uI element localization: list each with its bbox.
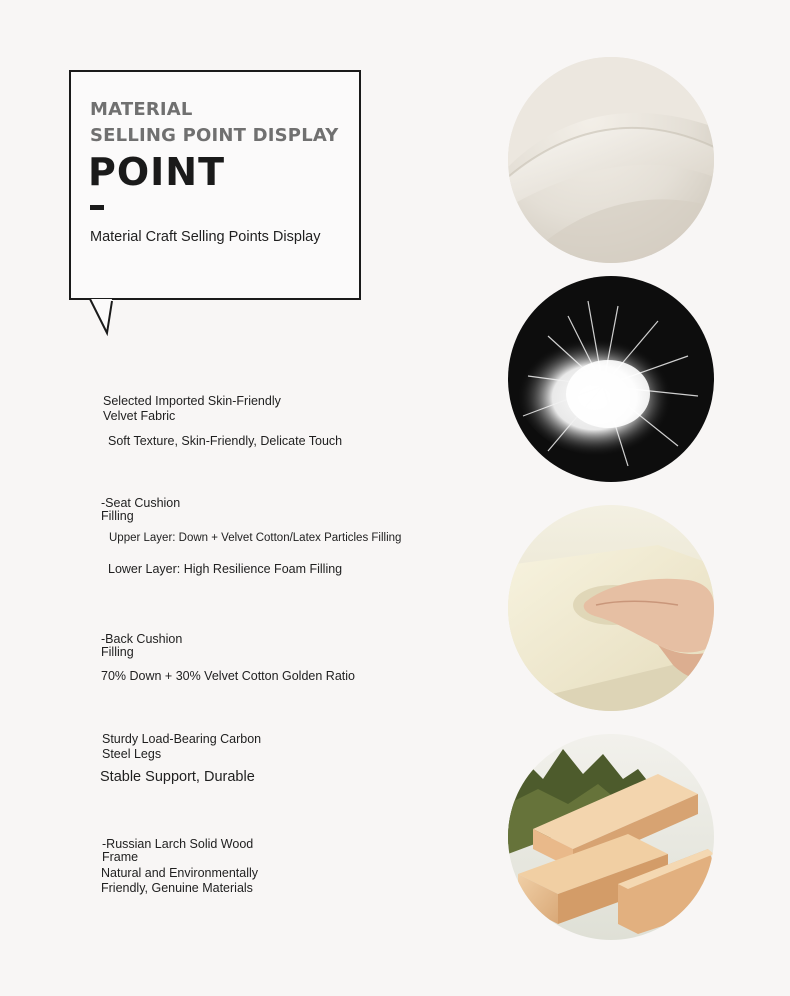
- callout-tail: [88, 299, 128, 339]
- down-feather-illustration: [508, 276, 714, 482]
- feature-larch-frame-title: -Russian Larch Solid Wood Frame: [102, 837, 254, 864]
- feature-back-cushion-title: -Back Cushion Filling: [101, 632, 183, 659]
- foam-hand-illustration: [508, 505, 714, 711]
- feature-velvet-detail: Soft Texture, Skin-Friendly, Delicate Touch: [108, 434, 343, 448]
- feature-steel-legs-title: Sturdy Load-Bearing Carbon Steel Legs: [102, 732, 262, 761]
- feature-seat-upper-layer: Upper Layer: Down + Velvet Cotton/Latex Particles Filling: [109, 532, 402, 544]
- callout-box: [69, 70, 361, 300]
- feature-seat-cushion-title: -Seat Cushion Filling: [101, 496, 181, 523]
- foam-hand-photo: [508, 505, 714, 711]
- feature-steel-legs-detail: Stable Support, Durable: [100, 769, 255, 785]
- callout-kicker: [90, 97, 339, 149]
- feature-larch-frame-detail: Natural and Environmentally Friendly, Genuine Materials: [101, 866, 259, 895]
- wood-planks-illustration: [508, 734, 714, 940]
- down-feather-photo: [508, 276, 714, 482]
- callout-dash: [90, 205, 104, 210]
- wood-planks-photo: [508, 734, 714, 940]
- feature-velvet-title: Selected Imported Skin-Friendly Velvet Fabric: [103, 394, 281, 423]
- kicker-line-1: MATERIAL: [90, 99, 193, 120]
- kicker-line-2: SELLING POINT DISPLAY: [90, 125, 339, 146]
- velvet-fabric-photo: [508, 57, 714, 263]
- feature-back-cushion-ratio: 70% Down + 30% Velvet Cotton Golden Ratio: [101, 669, 355, 683]
- callout-big-title: POINT: [88, 150, 226, 194]
- feature-seat-lower-layer: Lower Layer: High Resilience Foam Filling: [108, 562, 343, 576]
- velvet-fabric-illustration: [508, 57, 714, 263]
- callout-subtitle: Material Craft Selling Points Display: [90, 229, 321, 245]
